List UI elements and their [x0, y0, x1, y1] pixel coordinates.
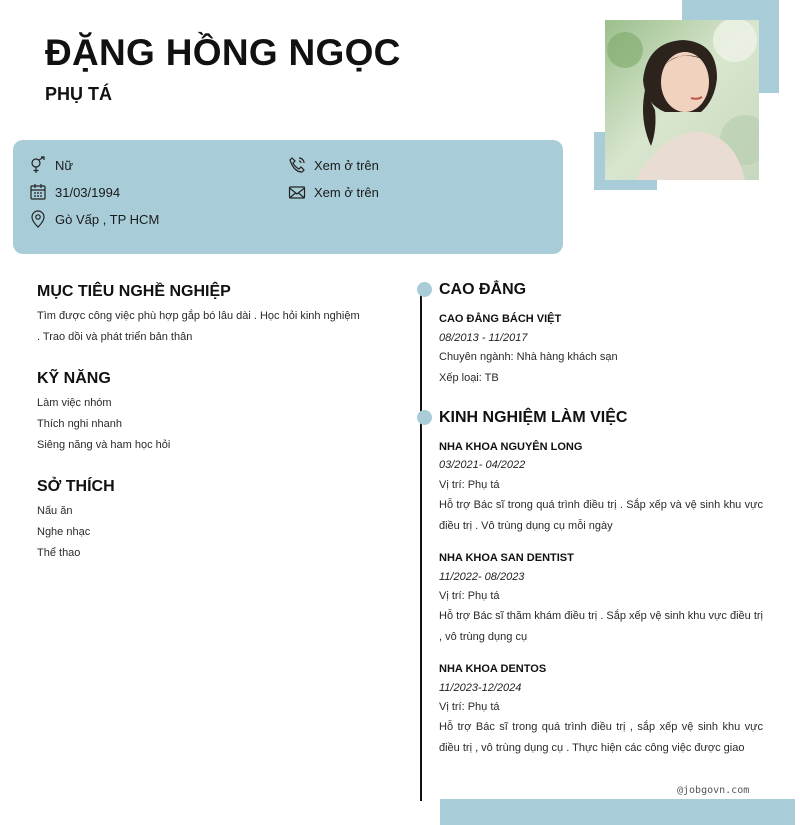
timeline-line — [420, 290, 422, 801]
skill-item: Siêng năng và ham học hỏi — [37, 439, 171, 451]
job-position: Vị trí: Phụ tá — [439, 701, 500, 713]
hobby-item: Nấu ăn — [37, 505, 73, 517]
job-position: Vị trí: Phụ tá — [439, 479, 500, 491]
contact-panel — [13, 140, 563, 254]
skill-item: Thích nghi nhanh — [37, 418, 123, 430]
candidate-name: ĐẶNG HỒNG NGỌC — [45, 32, 401, 73]
gender-icon — [29, 156, 47, 174]
mail-icon — [288, 183, 306, 201]
skills-title: KỸ NĂNG — [37, 370, 111, 387]
hobbies-title: SỞ THÍCH — [37, 478, 115, 495]
objective-title: MỤC TIÊU NGHỀ NGHIỆP — [37, 283, 231, 300]
contact-birthday — [29, 183, 120, 201]
education-major: Chuyên ngành: Nhà hàng khách sạn — [439, 351, 618, 363]
timeline-dot — [417, 282, 432, 297]
timeline-dot — [417, 410, 432, 425]
job-company: NHA KHOA DENTOS — [439, 663, 547, 675]
job-period: 11/2022- 08/2023 — [439, 571, 525, 583]
calendar-icon — [29, 183, 47, 201]
contact-phone — [288, 156, 379, 174]
contact-address — [29, 210, 159, 228]
address-value: Gò Vấp , TP HCM — [55, 211, 160, 227]
objective-line: Tìm được công việc phù hợp gắp bó lâu dài . Học hỏi kinh nghiệm — [37, 310, 360, 322]
location-icon — [29, 210, 47, 228]
job-company: NHA KHOA SAN DENTIST — [439, 552, 574, 564]
contact-email — [288, 183, 379, 201]
gender-value: Nữ — [55, 157, 74, 173]
contact-gender — [29, 156, 73, 174]
education-grade: Xếp loại: TB — [439, 372, 499, 384]
job-description: Hỗ trợ Bác sĩ trong quá trình điều trị , sắp xếp vệ sinh khu vực điều trị , vô trùng dụng cụ . Thực hiện các công việc được giao — [439, 721, 763, 754]
job-position: Vị trí: Phụ tá — [439, 590, 500, 602]
hobby-item: Thể thao — [37, 547, 81, 559]
objective-line: . Trao dồi và phát triển bản thân — [37, 331, 193, 343]
job-period: 03/2021- 04/2022 — [439, 459, 526, 471]
decor-block-bottom — [440, 799, 795, 825]
job-period: 11/2023-12/2024 — [439, 682, 522, 694]
email-value: Xem ở trên — [314, 184, 379, 200]
job-description: Hỗ trợ Bác sĩ thăm khám điều trị . Sắp xếp vệ sinh khu vực điều trị , vô trùng dụng cụ — [439, 610, 763, 643]
job-company: NHA KHOA NGUYÊN LONG — [439, 441, 583, 453]
experience-title: KINH NGHIỆM LÀM VIỆC — [439, 409, 628, 426]
watermark: @jobgovn.com — [677, 785, 750, 796]
job-description: Hỗ trợ Bác sĩ trong quá trình điều trị . Sắp xếp và vệ sinh khu vực điều trị . Vô trùng dụng cụ mỗi ngày — [439, 499, 763, 532]
phone-value: Xem ở trên — [314, 157, 379, 173]
candidate-role: PHỤ TÁ — [45, 84, 112, 104]
phone-icon — [288, 156, 306, 174]
birthday-value: 31/03/1994 — [55, 184, 121, 200]
education-period: 08/2013 - 11/2017 — [439, 332, 528, 344]
education-title: CAO ĐẲNG — [439, 281, 527, 298]
hobby-item: Nghe nhạc — [37, 526, 91, 538]
skill-item: Làm việc nhóm — [37, 397, 112, 409]
school-name: CAO ĐẲNG BÁCH VIỆT — [439, 313, 562, 325]
profile-photo — [605, 20, 759, 180]
